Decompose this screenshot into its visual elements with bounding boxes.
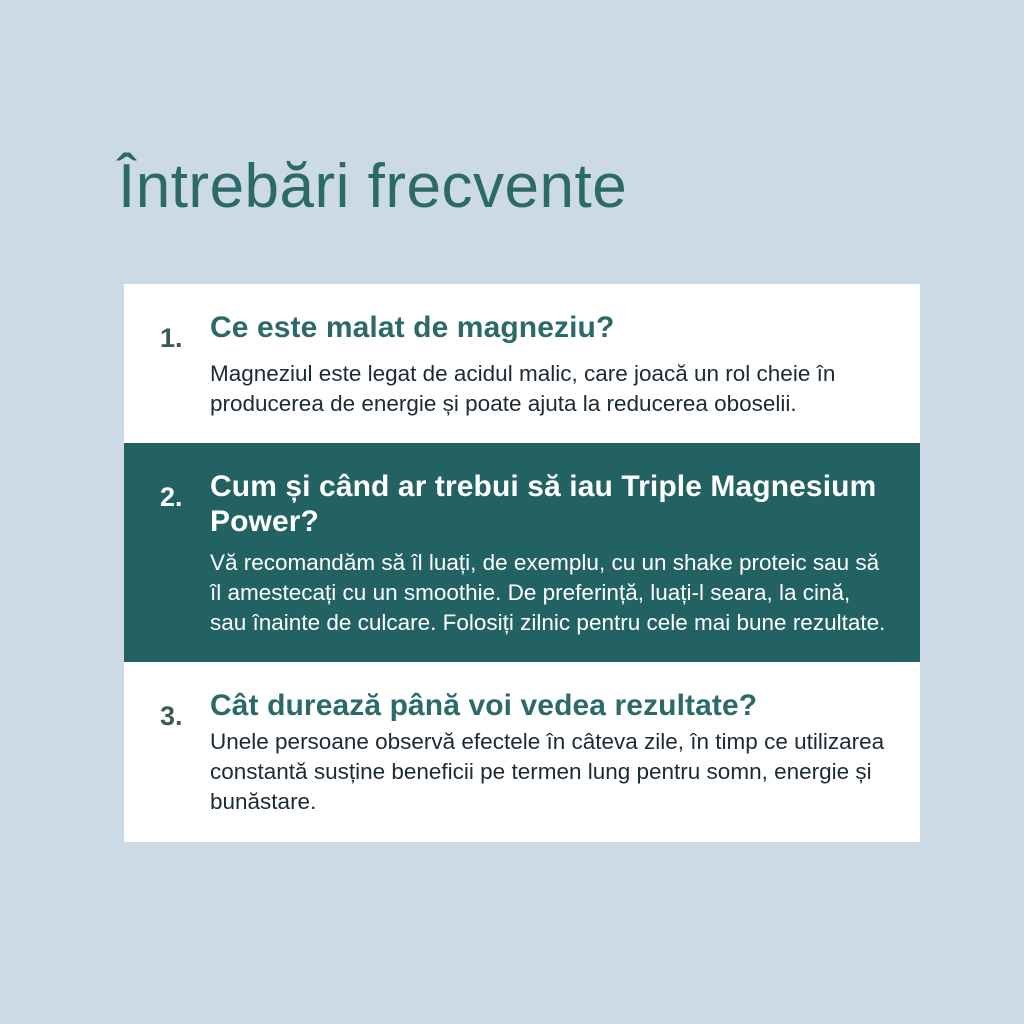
faq-item (124, 284, 920, 443)
faq-answer: Magneziul este legat de acidul malic, care joacă un rol cheie în producerea de energie și poate ajuta la reducerea oboselii. (210, 361, 836, 417)
faq-item-number: 1. (160, 323, 183, 353)
faq-item-number: 3. (160, 700, 183, 731)
faq-question: Cât durează până voi vedea rezultate? (210, 688, 758, 722)
faq-question: Cum și când ar trebui să iau Triple Magnesium Power? (210, 470, 877, 539)
faq-item-number: 2. (160, 482, 183, 513)
faq-question: Ce este malat de magneziu? (210, 311, 615, 344)
faq-answer: Vă recomandăm să îl luați, de exemplu, cu un shake proteic sau să îl amestecați cu un smoothie. De preferință, luați-l seara, la cină, sau înainte de culcare. Folosiți zilnic pentru cele mai bune rezultate. (210, 549, 886, 635)
faq-item-body (210, 688, 886, 818)
page-title: Întrebări frecvente (118, 151, 628, 221)
faq-item-body (210, 310, 886, 419)
faq-item (124, 443, 920, 662)
faq-item-body (210, 469, 886, 638)
faq-card (124, 284, 920, 842)
faq-answer: Unele persoane observă efectele în câteva zile, în timp ce utilizarea constantă susține beneficii pe termen lung pentru somn, energie și bunăstare. (210, 729, 885, 815)
faq-item (124, 662, 920, 842)
